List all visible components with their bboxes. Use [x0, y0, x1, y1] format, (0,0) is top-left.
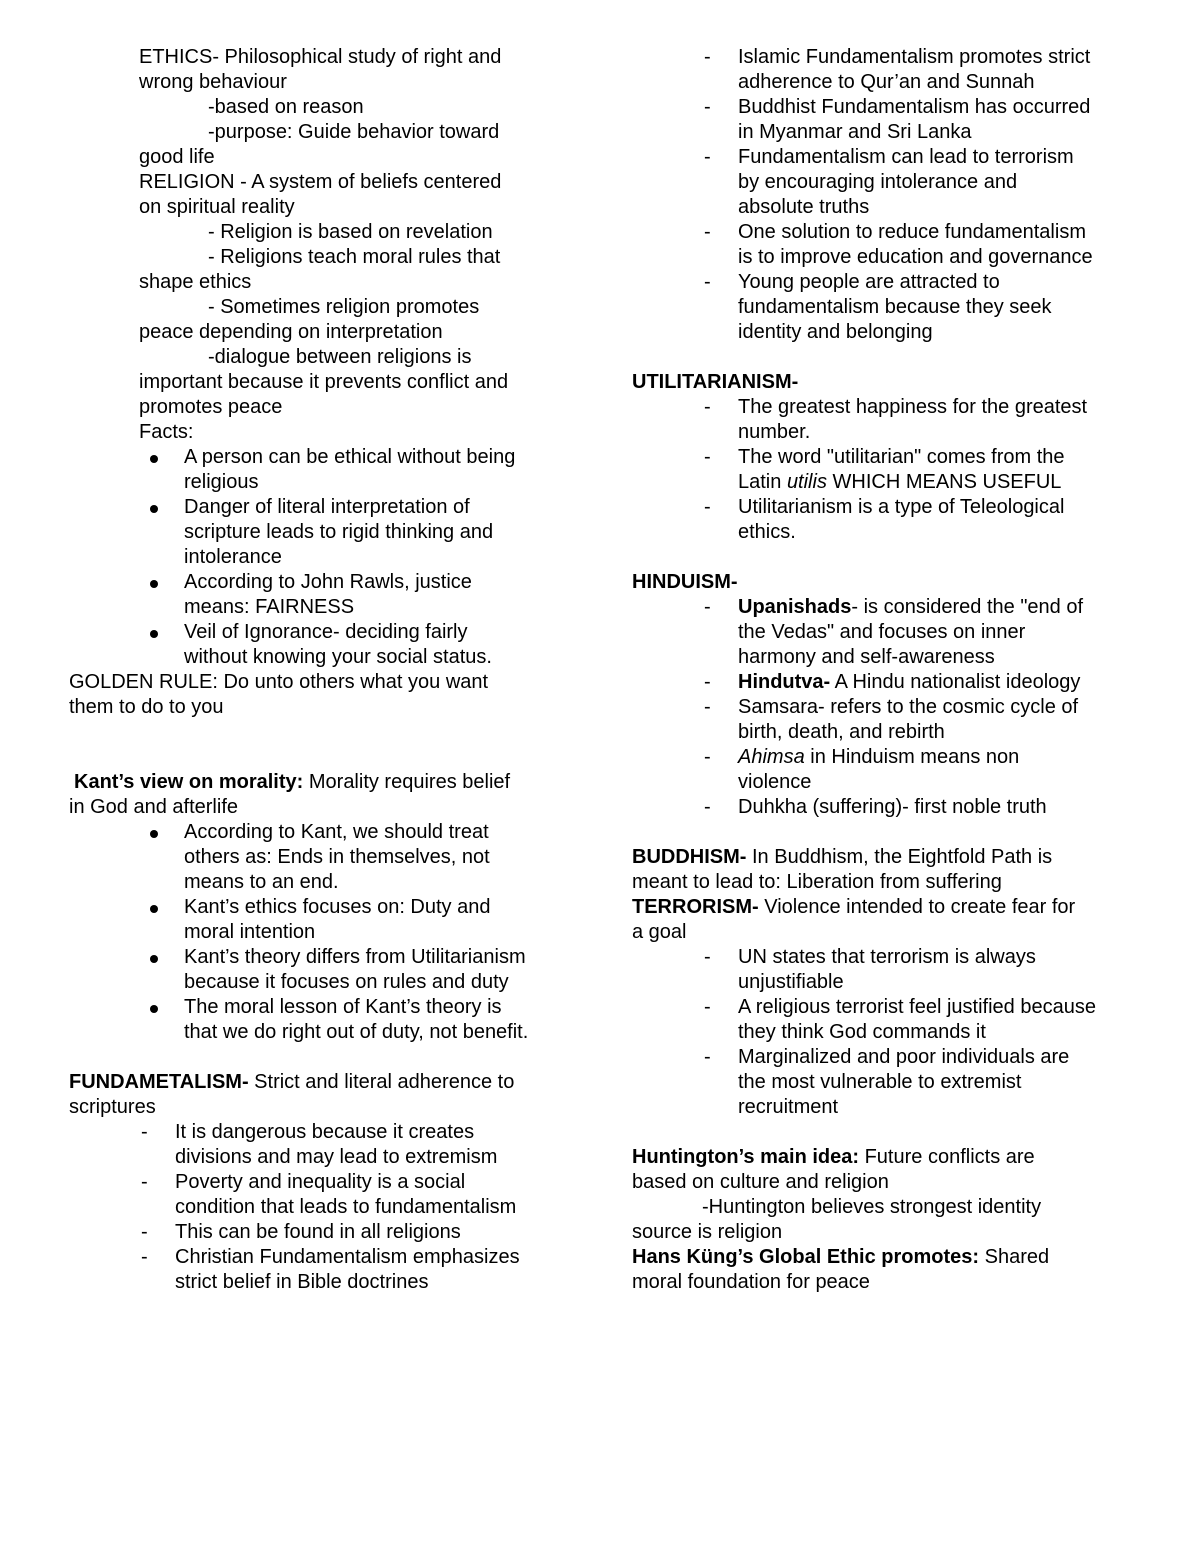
dash-icon: - — [704, 271, 711, 293]
list-item — [632, 270, 1132, 345]
list-item — [632, 445, 1132, 495]
terrorism-text: Violence intended to create fear for — [758, 896, 1076, 918]
list-item — [632, 220, 1132, 270]
kung-label: Hans Küng’s Global Ethic promotes: — [632, 1246, 980, 1268]
list-item-text: because it focuses on rules and duty — [184, 971, 509, 993]
list-item-text: fundamentalism because they seek — [738, 296, 1052, 318]
religion-point-cont: peace depending on interpretation — [139, 321, 443, 343]
list-item — [632, 395, 1132, 445]
fundamentalism-list — [69, 1120, 569, 1295]
list-item-text: in Myanmar and Sri Lanka — [738, 121, 972, 143]
bullet-icon — [150, 820, 158, 845]
ethics-definition: ETHICS- Philosophical study of right and — [139, 46, 502, 68]
list-item — [632, 1045, 1132, 1120]
list-item — [69, 1170, 569, 1220]
list-item — [632, 745, 1132, 795]
bullet-icon — [150, 945, 158, 970]
religion-point-cont: shape ethics — [139, 271, 252, 293]
huntington-heading — [632, 1145, 1132, 1170]
list-item-text: strict belief in Bible doctrines — [175, 1271, 429, 1293]
right-column — [632, 45, 1132, 1295]
kung-text: Shared — [979, 1246, 1050, 1268]
list-item-text — [738, 470, 1065, 495]
list-item-text: means: FAIRNESS — [184, 596, 355, 618]
bullet-icon — [150, 995, 158, 1020]
list-item-text: It is dangerous because it creates — [175, 1121, 475, 1143]
list-item-text: adherence to Qur’an and Sunnah — [738, 71, 1035, 93]
dash-icon: - — [704, 446, 711, 468]
list-item — [632, 945, 1132, 995]
hinduism-list — [632, 595, 1132, 820]
list-item-text: UN states that terrorism is always — [738, 946, 1036, 968]
list-item — [632, 670, 1132, 695]
list-item-text: This can be found in all religions — [175, 1221, 461, 1243]
fundamentalism-label: FUNDAMETALISM- — [69, 1071, 249, 1093]
list-item-text: others as: Ends in themselves, not — [184, 846, 490, 868]
list-item-text: According to John Rawls, justice — [184, 571, 472, 593]
religion-point: -dialogue between religions is — [208, 346, 472, 368]
list-item-text: condition that leads to fundamentalism — [175, 1196, 517, 1218]
list-item — [632, 695, 1132, 745]
list-item-text: Danger of literal interpretation of — [184, 496, 470, 518]
kant-list — [69, 820, 569, 1045]
terrorism-label: TERRORISM- — [632, 896, 759, 918]
golden-rule: GOLDEN RULE: Do unto others what you want — [69, 671, 489, 693]
buddhism-heading — [632, 845, 1132, 870]
list-item-text: number. — [738, 421, 811, 443]
list-item — [632, 145, 1132, 220]
dash-icon: - — [141, 1246, 148, 1268]
huntington-point: -Huntington believes strongest identity — [702, 1196, 1042, 1218]
list-item-text: that we do right out of duty, not benefit. — [184, 1021, 529, 1043]
list-item-text: ethics. — [738, 521, 796, 543]
list-item — [632, 45, 1132, 95]
list-item-text: Kant’s ethics focuses on: Duty and — [184, 896, 491, 918]
religion-point: - Sometimes religion promotes — [208, 296, 480, 318]
text-span: - is considered the "end of — [851, 596, 1084, 618]
dash-icon: - — [141, 1221, 148, 1243]
dash-icon: - — [704, 796, 711, 818]
list-item — [69, 570, 569, 620]
facts-label: Facts: — [139, 421, 194, 443]
list-item — [69, 995, 569, 1045]
list-item — [632, 795, 1132, 820]
list-item-text: Christian Fundamentalism emphasizes — [175, 1246, 520, 1268]
dash-icon: - — [704, 396, 711, 418]
huntington-text-cont: based on culture and religion — [632, 1171, 889, 1193]
terrorism-list — [632, 945, 1132, 1120]
kant-text-cont: in God and afterlife — [69, 796, 238, 818]
list-item-text: absolute truths — [738, 196, 870, 218]
bullet-icon — [150, 570, 158, 595]
huntington-label: Huntington’s main idea: — [632, 1146, 860, 1168]
list-item-text: means to an end. — [184, 871, 339, 893]
list-item-text — [738, 595, 1083, 620]
dash-icon: - — [704, 146, 711, 168]
list-item-text: Poverty and inequality is a social — [175, 1171, 466, 1193]
list-item — [69, 495, 569, 570]
list-item-text: by encouraging intolerance and — [738, 171, 1018, 193]
list-item-text: Fundamentalism can lead to terrorism — [738, 146, 1074, 168]
list-item-text: Veil of Ignorance- deciding fairly — [184, 621, 468, 643]
terrorism-text-cont: a goal — [632, 921, 687, 943]
list-item — [69, 945, 569, 995]
golden-rule-cont: them to do to you — [69, 696, 224, 718]
bold-term: Upanishads — [738, 596, 852, 618]
list-item-text: Duhkha (suffering)- first noble truth — [738, 796, 1047, 818]
buddhism-text: In Buddhism, the Eightfold Path is — [746, 846, 1053, 868]
list-item — [69, 445, 569, 495]
bullet-icon — [150, 445, 158, 470]
dash-icon: - — [704, 696, 711, 718]
kung-heading — [632, 1245, 1132, 1270]
fundamentalism-heading — [69, 1070, 569, 1095]
list-item-text: the most vulnerable to extremist — [738, 1071, 1022, 1093]
list-item-text — [738, 670, 1080, 695]
text-span: A Hindu nationalist ideology — [830, 671, 1081, 693]
list-item — [69, 1245, 569, 1295]
dash-icon: - — [704, 496, 711, 518]
ethics-point: -purpose: Guide behavior toward — [208, 121, 500, 143]
list-item-text: A religious terrorist feel justified because — [738, 996, 1096, 1018]
dash-icon: - — [704, 671, 711, 693]
list-item-text: scripture leads to rigid thinking and — [184, 521, 494, 543]
religion-point: - Religions teach moral rules that — [208, 246, 501, 268]
list-item — [632, 95, 1132, 145]
list-item — [632, 995, 1132, 1045]
list-item-text — [738, 745, 1019, 770]
text-span: WHICH MEANS USEFUL — [826, 471, 1062, 493]
italic-term: Ahimsa — [738, 746, 805, 768]
kant-heading — [69, 770, 569, 795]
terrorism-heading — [632, 895, 1132, 920]
list-item — [632, 495, 1132, 545]
dash-icon: - — [141, 1121, 148, 1143]
bullet-icon — [150, 895, 158, 920]
religion-point-cont: important because it prevents conflict and — [139, 371, 509, 393]
list-item-text: religious — [184, 471, 259, 493]
text-span: Latin — [738, 471, 787, 493]
list-item — [632, 595, 1132, 670]
kant-label: Kant’s view on morality: — [74, 771, 304, 793]
buddhism-label: BUDDHISM- — [632, 846, 747, 868]
left-column — [69, 45, 569, 1295]
list-item-text: According to Kant, we should treat — [184, 821, 489, 843]
huntington-text: Future conflicts are — [859, 1146, 1035, 1168]
religion-point-cont: promotes peace — [139, 396, 283, 418]
utilitarianism-list — [632, 395, 1132, 545]
kant-text: Morality requires belief — [303, 771, 511, 793]
italic-term: utilis — [786, 471, 827, 493]
huntington-point-cont: source is religion — [632, 1221, 783, 1243]
list-item-text: they think God commands it — [738, 1021, 986, 1043]
list-item — [69, 1220, 569, 1245]
list-item-text: is to improve education and governance — [738, 246, 1093, 268]
dash-icon: - — [704, 996, 711, 1018]
list-item-text: Samsara- refers to the cosmic cycle of — [738, 696, 1079, 718]
facts-list — [69, 445, 569, 670]
list-item-text: A person can be ethical without being — [184, 446, 516, 468]
list-item — [69, 1120, 569, 1170]
list-item-text: recruitment — [738, 1096, 839, 1118]
list-item-text: Marginalized and poor individuals are — [738, 1046, 1070, 1068]
list-item — [69, 820, 569, 895]
list-item-text: violence — [738, 771, 812, 793]
list-item-text: One solution to reduce fundamentalism — [738, 221, 1086, 243]
list-item-text: intolerance — [184, 546, 282, 568]
dash-icon: - — [704, 46, 711, 68]
ethics-point: -based on reason — [208, 96, 364, 118]
bullet-icon — [150, 495, 158, 520]
religion-point: - Religion is based on revelation — [208, 221, 493, 243]
ethics-point-cont: good life — [139, 146, 215, 168]
list-item-text: The moral lesson of Kant’s theory is — [184, 996, 502, 1018]
list-item-text: birth, death, and rebirth — [738, 721, 945, 743]
list-item-text: Young people are attracted to — [738, 271, 1000, 293]
bold-term: Hindutva- — [738, 671, 831, 693]
list-item-text: the Vedas" and focuses on inner — [738, 621, 1026, 643]
dash-icon: - — [704, 746, 711, 768]
text-span: in Hinduism means non — [804, 746, 1020, 768]
dash-icon: - — [704, 946, 711, 968]
dash-icon: - — [704, 1046, 711, 1068]
fundamentalism-text-cont: scriptures — [69, 1096, 156, 1118]
religion-definition-cont: on spiritual reality — [139, 196, 295, 218]
list-item-text: harmony and self-awareness — [738, 646, 995, 668]
list-item-text: unjustifiable — [738, 971, 844, 993]
buddhism-text-cont: meant to lead to: Liberation from suffering — [632, 871, 1002, 893]
fundamentalism-list-cont — [632, 45, 1132, 345]
bullet-icon — [150, 620, 158, 645]
dash-icon: - — [704, 596, 711, 618]
list-item-text: Utilitarianism is a type of Teleological — [738, 496, 1065, 518]
list-item-text: moral intention — [184, 921, 316, 943]
dash-icon: - — [704, 96, 711, 118]
list-item-text: without knowing your social status. — [184, 646, 492, 668]
utilitarianism-heading: UTILITARIANISM- — [632, 371, 799, 393]
list-item-text: Islamic Fundamentalism promotes strict — [738, 46, 1091, 68]
dash-icon: - — [141, 1171, 148, 1193]
list-item-text: The greatest happiness for the greatest — [738, 396, 1088, 418]
list-item-text: The word "utilitarian" comes from the — [738, 446, 1065, 468]
ethics-definition-cont: wrong behaviour — [139, 71, 287, 93]
list-item-text: Kant’s theory differs from Utilitarianism — [184, 946, 526, 968]
kung-text-cont: moral foundation for peace — [632, 1271, 870, 1293]
list-item — [69, 895, 569, 945]
list-item-text: identity and belonging — [738, 321, 933, 343]
list-item — [69, 620, 569, 670]
hinduism-heading: HINDUISM- — [632, 571, 738, 593]
list-item-text: Buddhist Fundamentalism has occurred — [738, 96, 1091, 118]
dash-icon: - — [704, 221, 711, 243]
fundamentalism-text: Strict and literal adherence to — [248, 1071, 515, 1093]
religion-definition: RELIGION - A system of beliefs centered — [139, 171, 502, 193]
list-item-text: divisions and may lead to extremism — [175, 1146, 498, 1168]
